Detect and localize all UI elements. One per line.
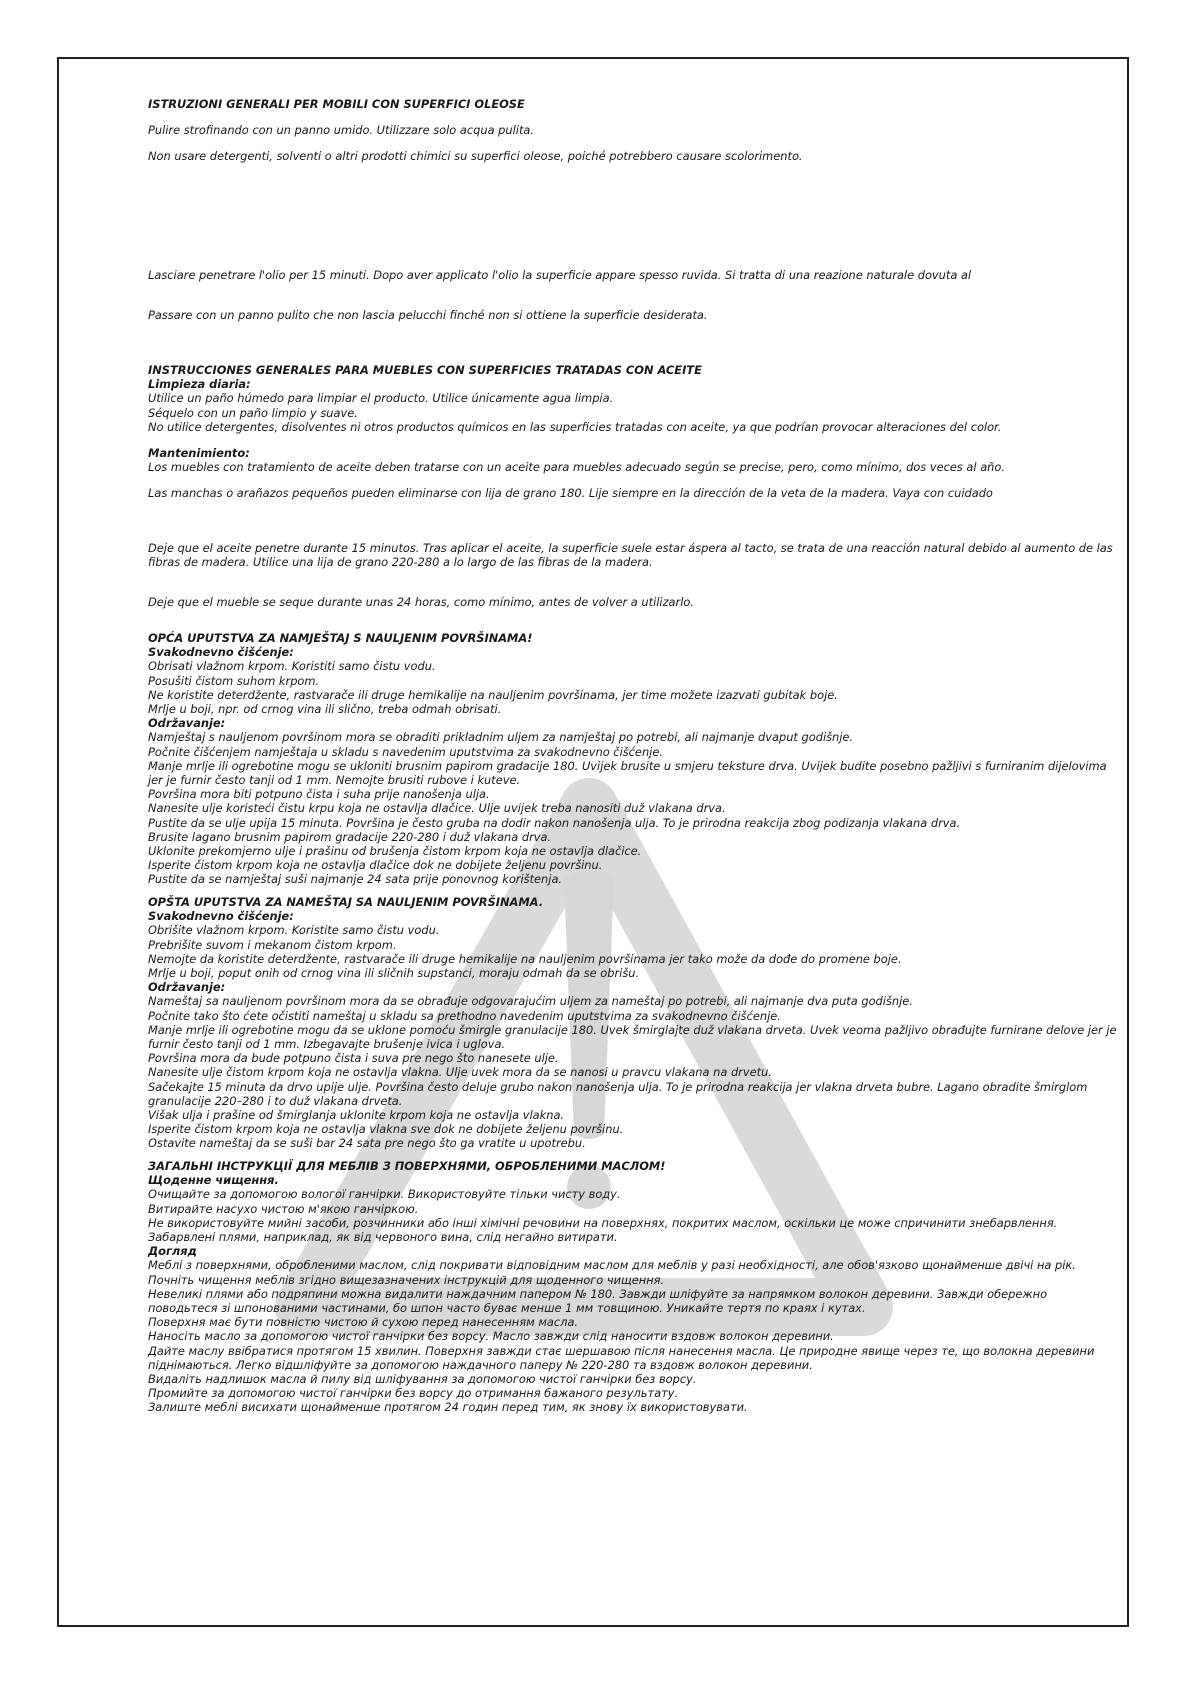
serbian-line: Počnite tako što ćete očistiti nameštaj u skladu sa prethodno navedenim uputstvima za svakodnevno čišćenje.: [148, 1008, 781, 1023]
section-italian: [148, 97, 1118, 322]
ukrainian-line: Забарвлені плями, наприклад, як від червоного вина, слід негайно витирати.: [148, 1230, 618, 1245]
section-spanish: [148, 363, 1118, 609]
serbian-line: Površina mora da bude potpuno čista i suva pre nego što nanesete ulje.: [148, 1051, 559, 1066]
italian-paragraph: Lasciare penetrare l'olio per 15 minuti. Dopo aver applicato l'olio la superficie appare spesso ruvida. Si tratta di una reazione naturale dovuta al: [148, 267, 972, 282]
serbian-line: Sačekajte 15 minuta da drvo upije ulje. Površina često deluje grubo nakon nanošenja ulja. To je prirodna reakcija jer vlakna drveta bubre. Lagano obradite šmirglom granulacije 220–280 i to duž vlakana drveta.: [148, 1079, 1088, 1108]
serbian-line: Višak ulja i prašine od šmirglanja uklonite krpom koja ne ostavlja vlakna.: [148, 1108, 565, 1123]
croatian-line: Mrlje u boji, npr. od crnog vina ili slično, treba odmah obrisati.: [148, 702, 502, 717]
spanish-line: No utilice detergentes, disolventes ni otros productos químicos en las superficies tratadas con aceite, ya que podrían provocar alteraciones del color.: [148, 419, 1002, 434]
serbian-line: Prebrišite suvom i mekanom čistom krpom.: [148, 937, 397, 952]
spanish-subheading: Mantenimiento:: [148, 446, 250, 461]
croatian-line: Brusite lagano brusnim papirom gradacije 220-280 i duž vlakana drva.: [148, 829, 552, 844]
croatian-line: Pustite da se namještaj suši najmanje 24 sata prije ponovnog korištenja.: [148, 872, 563, 887]
croatian-line: Površina mora biti potpuno čista i suha prije nanošenja ulja.: [148, 787, 490, 802]
croatian-line: Uklonite prekomjerno ulje i prašinu od brušenja čistom krpom koja ne ostavlja dlačice.: [148, 844, 642, 859]
croatian-line: Nanesite ulje koristeći čistu krpu koja ne ostavlja dlačice. Ulje uvijek treba nanositi duž vlakana drva.: [148, 801, 726, 816]
ukrainian-line: Невеликі плями або подряпини можна видалити наждачним папером № 180. Завжди шліфуйте за напрямком волокон деревини. Завжди обережно поводьтеся зі шпонованими частинами, бо шпон часто буває менше 1 мм товщиною. Уникайте тертя по краях і кутах.: [148, 1286, 1048, 1316]
croatian-line: Ne koristite deterdžente, rastvarače ili druge hemikalije na nauljenim površinama, jer time možete izazvati gubitak boje.: [148, 687, 838, 702]
ukrainian-line: Почніть чищення меблів згідно вищезазначених інструкцій для щоденного чищення.: [148, 1272, 665, 1287]
ukrainian-subheading: Щоденне чищення.: [148, 1173, 279, 1188]
croatian-line: Posušiti čistom suhom krpom.: [148, 673, 320, 688]
ukrainian-subheading: Догляд: [148, 1244, 197, 1259]
ukrainian-heading: ЗАГАЛЬНІ ІНСТРУКЦІЇ ДЛЯ МЕБЛІВ З ПОВЕРХНЯМИ, ОБРОБЛЕНИМИ МАСЛОМ!: [148, 1159, 666, 1173]
section-croatian: [148, 631, 1118, 887]
serbian-line: Nanesite ulje čistom krpom koja ne ostavlja vlakna. Ulje uvek mora da se nanosi u pravcu vlakana na drvetu.: [148, 1065, 772, 1080]
serbian-subheading: Svakodnevno čišćenje:: [148, 909, 294, 924]
croatian-line: Obrisati vlažnom krpom. Koristiti samo čistu vodu.: [148, 659, 436, 674]
ukrainian-line: Промийте за допомогою чистої ганчірки без ворсу до отримання бажаного результату.: [148, 1386, 679, 1401]
italian-paragraph: Passare con un panno pulito che non lascia pelucchi finché non si ottiene la superficie desiderata.: [148, 307, 708, 322]
ukrainian-line: Поверхня має бути повністю чистою й сухою перед нанесенням масла.: [148, 1315, 579, 1330]
ukrainian-line: Залиште меблі висихати щонайменше протягом 24 годин перед тим, як знову їх використовувати.: [148, 1400, 748, 1415]
spanish-heading: INSTRUCCIONES GENERALES PARA MUEBLES CON SUPERFICIES TRATADAS CON ACEITE: [148, 363, 702, 377]
spanish-line: Deje que el aceite penetre durante 15 minutos. Tras aplicar el aceite, la superficie suele estar áspera al tacto, se trata de una reacción natural debido al aumento de las fibras de madera. Utilice una lija de grano 220-280 a lo largo de las fibras de la madera.: [148, 540, 1113, 569]
croatian-subheading: Održavanje:: [148, 716, 226, 731]
ukrainian-line: Меблі з поверхнями, обробленими маслом, слід покривати відповідним маслом для меблів у разі необхідності, але обов'язково щонайменше двічі на рік.: [148, 1258, 1076, 1273]
document-page: [57, 57, 1129, 1627]
croatian-line: Namještaj s nauljenom površinom mora se obraditi prikladnim uljem za namještaj po potrebi, ali najmanje dvaput godišnje.: [148, 730, 854, 745]
section-serbian: [148, 895, 1118, 1151]
croatian-line: Pustite da se ulje upija 15 minuta. Površina je često gruba na dodir nakon nanošenja ulja. To je prirodna reakcija zbog podizanja vlakana drva.: [148, 815, 961, 830]
serbian-subheading: Održavanje:: [148, 980, 226, 995]
serbian-heading: OPŠTA UPUTSTVA ZA NAMEŠTAJ SA NAULJENIM POVRŠINAMA.: [148, 895, 544, 909]
serbian-line: Isperite čistom krpom koja ne ostavlja vlakna sve dok ne dobijete željenu površinu.: [148, 1122, 624, 1137]
serbian-line: Nameštaj sa nauljenom površinom mora da se obrađuje odgovarajućim uljem za nameštaj po potrebi, ali najmanje dva puta godišnje.: [148, 994, 913, 1009]
croatian-line: Počnite čišćenjem namještaja u skladu s navedenim uputstvima za svakodnevno čišćenje.: [148, 744, 663, 759]
serbian-line: Mrlje u boji, poput onih od crnog vina ili sličnih supstanci, moraju odmah da se obrišu.: [148, 966, 640, 981]
serbian-line: Ostavite nameštaj da se suši bar 24 sata pre nego što ga vratite u upotrebu.: [148, 1136, 586, 1151]
croatian-line: Isperite čistom krpom koja ne ostavlja dlačice dok ne dobijete željenu površinu.: [148, 858, 603, 873]
serbian-line: Obrišite vlažnom krpom. Koristite samo čistu vodu.: [148, 923, 440, 938]
ukrainian-line: Дайте маслу ввібратися протягом 15 хвилин. Поверхня завжди стає шершавою після нанесення масла. Це природне явище через те, що волокна деревини піднімаються. Легко відшліфуйте за допомогою наждачного паперу № 220-280 та вздовж волокон деревини.: [148, 1343, 1095, 1372]
italian-paragraph: Pulire strofinando con un panno umido. Utilizzare solo acqua pulita.: [148, 123, 535, 138]
ukrainian-line: Не використовуйте мийні засоби, розчинники або інші хімічні речовини на поверхнях, покритих маслом, оскільки це може спричинити знебарвлення.: [148, 1215, 1058, 1230]
section-ukrainian: [148, 1159, 1118, 1415]
ukrainian-line: Видаліть надлишок масла й пилу від шліфування за допомогою чистої ганчірки без ворсу.: [148, 1372, 697, 1387]
spanish-line: Séquelo con un paño limpio y suave.: [148, 405, 358, 420]
ukrainian-line: Наносіть масло за допомогою чистої ганчірки без ворсу. Масло завжди слід наносити вздовж волокон деревини.: [148, 1329, 834, 1344]
italian-paragraph: Non usare detergenti, solventi o altri prodotti chimici su superfici oleose, poiché potrebbero causare scolorimento.: [148, 149, 803, 164]
ukrainian-line: Витирайте насухо чистою м'якою ганчіркою.: [148, 1201, 419, 1216]
spanish-line: Las manchas o arañazos pequeños pueden eliminarse con lija de grano 180. Lije siempre en la dirección de la veta de la madera. Vaya con cuidado: [148, 486, 993, 501]
croatian-heading: OPĆA UPUTSTVA ZA NAMJEŠTAJ S NAULJENIM POVRŠINAMA!: [148, 631, 533, 645]
ukrainian-line: Очищайте за допомогою вологої ганчірки. Використовуйте тільки чисту воду.: [148, 1187, 621, 1202]
croatian-subheading: Svakodnevno čišćenje:: [148, 645, 294, 660]
spanish-line: Utilice un paño húmedo para limpiar el producto. Utilice únicamente agua limpia.: [148, 391, 614, 406]
italian-heading: ISTRUZIONI GENERALI PER MOBILI CON SUPERFICI OLEOSE: [148, 97, 525, 111]
serbian-line: Manje mrlje ili ogrebotine mogu da se uklone pomoću šmirgle granulacije 180. Uvek šmirglajte duž vlakana drveta. Uvek veoma pažljivo obrađujte furnirane delove jer je furnir često tanji od 1 mm. Izbegavajte brušenje ivica i uglova.: [148, 1022, 1117, 1052]
croatian-line: Manje mrlje ili ogrebotine mogu se ukloniti brusnim papirom gradacije 180. Uvijek brusite u smjeru teksture drva. Uvijek budite posebno pažljivi s furniranim dijelovima jer je furnir često tanji od 1 mm. Nemojte brusiti rubove i kuteve.: [148, 758, 1107, 788]
serbian-line: Nemojte da koristite deterdžente, rastvarače ili druge hemikalije na nauljenim površinama jer tako može da dođe do promene boje.: [148, 951, 902, 966]
spanish-line: Deje que el mueble se seque durante unas 24 horas, como mínimo, antes de volver a utilizarlo.: [148, 595, 694, 610]
spanish-line: Los muebles con tratamiento de aceite deben tratarse con un aceite para muebles adecuado según se precise, pero, como mínimo, dos veces al año.: [148, 460, 1005, 475]
spanish-subheading: Limpieza diaria:: [148, 377, 251, 392]
